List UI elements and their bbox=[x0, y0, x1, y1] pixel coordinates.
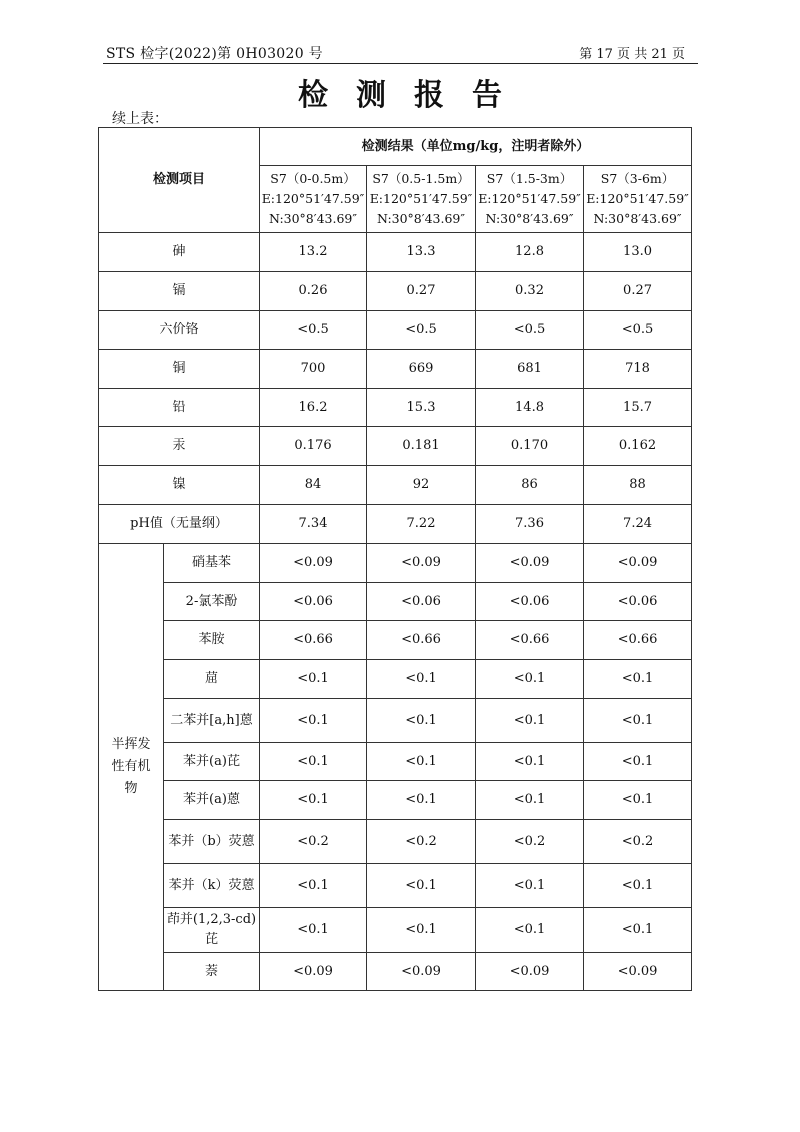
table-row bbox=[99, 544, 692, 583]
value-cell: <0.1 bbox=[476, 743, 584, 781]
value-cell: 0.26 bbox=[260, 272, 367, 311]
table-header-row bbox=[99, 128, 692, 166]
value-cell: <0.66 bbox=[367, 621, 476, 660]
item-name: 六价铬 bbox=[99, 311, 260, 350]
sample-north: N:30°8′43.69″ bbox=[268, 211, 358, 226]
value-cell: <0.1 bbox=[367, 699, 476, 743]
value-cell: <0.09 bbox=[260, 953, 367, 991]
value-cell: <0.1 bbox=[260, 699, 367, 743]
value-cell: <0.09 bbox=[367, 544, 476, 583]
table-row bbox=[99, 621, 692, 660]
value-cell: <0.1 bbox=[260, 743, 367, 781]
value-cell: <0.06 bbox=[367, 583, 476, 621]
item-name: 镍 bbox=[99, 466, 260, 505]
svoc-group-label bbox=[99, 544, 164, 991]
value-cell: <0.09 bbox=[584, 953, 692, 991]
sample-header bbox=[367, 166, 476, 233]
value-cell: 16.2 bbox=[260, 389, 367, 427]
value-cell: <0.06 bbox=[584, 583, 692, 621]
sample-header bbox=[260, 166, 367, 233]
table-row bbox=[99, 699, 692, 743]
value-cell: 7.34 bbox=[260, 505, 367, 544]
item-header: 检测项目 bbox=[99, 128, 260, 233]
value-cell: <0.09 bbox=[260, 544, 367, 583]
result-header: 检测结果（单位mg/kg，注明者除外） bbox=[260, 128, 692, 166]
report-title: 检测报告 bbox=[298, 78, 530, 113]
table-row bbox=[99, 908, 692, 953]
value-cell: <0.1 bbox=[584, 660, 692, 699]
value-cell: <0.5 bbox=[584, 311, 692, 350]
value-cell: <0.1 bbox=[584, 743, 692, 781]
value-cell: <0.1 bbox=[367, 908, 476, 953]
value-cell: 92 bbox=[367, 466, 476, 505]
value-cell: <0.1 bbox=[476, 781, 584, 820]
value-cell: <0.1 bbox=[260, 908, 367, 953]
sample-depth: S7（0.5-1.5m） bbox=[372, 171, 470, 186]
value-cell: 12.8 bbox=[476, 233, 584, 272]
value-cell: <0.66 bbox=[476, 621, 584, 660]
table-row bbox=[99, 781, 692, 820]
table-row bbox=[99, 743, 692, 781]
sample-east: E:120°51′47.59″ bbox=[478, 191, 581, 206]
item-name: 2-氯苯酚 bbox=[164, 583, 260, 621]
item-name: 铅 bbox=[99, 389, 260, 427]
value-cell: <0.1 bbox=[584, 699, 692, 743]
table-row bbox=[99, 272, 692, 311]
table-row bbox=[99, 583, 692, 621]
item-name: 苯并（k）荧蒽 bbox=[164, 864, 260, 908]
value-cell: 700 bbox=[260, 350, 367, 389]
item-name: 茚并(1,2,3-cd)芘 bbox=[164, 908, 260, 953]
table-row bbox=[99, 864, 692, 908]
value-cell: <0.1 bbox=[260, 660, 367, 699]
value-cell: <0.1 bbox=[584, 781, 692, 820]
value-cell: 7.22 bbox=[367, 505, 476, 544]
value-cell: <0.1 bbox=[367, 781, 476, 820]
value-cell: <0.09 bbox=[584, 544, 692, 583]
value-cell: 15.7 bbox=[584, 389, 692, 427]
value-cell: <0.2 bbox=[584, 820, 692, 864]
item-name: 二苯并[a,h]蒽 bbox=[164, 699, 260, 743]
value-cell: <0.5 bbox=[476, 311, 584, 350]
value-cell: <0.2 bbox=[367, 820, 476, 864]
value-cell: 15.3 bbox=[367, 389, 476, 427]
value-cell: <0.1 bbox=[476, 699, 584, 743]
value-cell: <0.1 bbox=[584, 864, 692, 908]
table-row bbox=[99, 820, 692, 864]
item-name: 苯并(a)蒽 bbox=[164, 781, 260, 820]
table-row bbox=[99, 660, 692, 699]
table-row bbox=[99, 953, 692, 991]
svoc-group-text: 半挥发性有机物 bbox=[111, 737, 151, 796]
item-name: 硝基苯 bbox=[164, 544, 260, 583]
value-cell: <0.66 bbox=[260, 621, 367, 660]
value-cell: <0.1 bbox=[367, 864, 476, 908]
value-cell: 718 bbox=[584, 350, 692, 389]
value-cell: <0.66 bbox=[584, 621, 692, 660]
value-cell: <0.5 bbox=[260, 311, 367, 350]
item-name: 苯并（b）荧蒽 bbox=[164, 820, 260, 864]
value-cell: <0.2 bbox=[476, 820, 584, 864]
results-table bbox=[98, 127, 692, 991]
value-cell: 681 bbox=[476, 350, 584, 389]
table-row bbox=[99, 505, 692, 544]
sample-east: E:120°51′47.59″ bbox=[261, 191, 365, 206]
value-cell: <0.09 bbox=[367, 953, 476, 991]
value-cell: <0.09 bbox=[476, 953, 584, 991]
sample-north: N:30°8′43.69″ bbox=[376, 211, 466, 226]
sample-depth: S7（3-6m） bbox=[600, 171, 675, 186]
value-cell: 13.2 bbox=[260, 233, 367, 272]
value-cell: 0.181 bbox=[367, 427, 476, 466]
table-row bbox=[99, 350, 692, 389]
sample-east: E:120°51′47.59″ bbox=[369, 191, 473, 206]
value-cell: <0.06 bbox=[260, 583, 367, 621]
value-cell: <0.2 bbox=[260, 820, 367, 864]
value-cell: 13.0 bbox=[584, 233, 692, 272]
value-cell: <0.1 bbox=[367, 743, 476, 781]
value-cell: 7.36 bbox=[476, 505, 584, 544]
item-name: 苯并(a)芘 bbox=[164, 743, 260, 781]
item-name: 苯胺 bbox=[164, 621, 260, 660]
value-cell: <0.5 bbox=[367, 311, 476, 350]
page-indicator: 第 17 页 共 21 页 bbox=[579, 47, 685, 62]
value-cell: 86 bbox=[476, 466, 584, 505]
sample-header bbox=[476, 166, 584, 233]
sample-north: N:30°8′43.69″ bbox=[593, 211, 682, 226]
item-name: 萘 bbox=[164, 953, 260, 991]
continued-label: 续上表： bbox=[112, 111, 168, 127]
item-name: 镉 bbox=[99, 272, 260, 311]
item-name: 砷 bbox=[99, 233, 260, 272]
value-cell: 13.3 bbox=[367, 233, 476, 272]
value-cell: 0.27 bbox=[367, 272, 476, 311]
value-cell: <0.1 bbox=[367, 660, 476, 699]
value-cell: 0.176 bbox=[260, 427, 367, 466]
value-cell: <0.06 bbox=[476, 583, 584, 621]
item-name: 汞 bbox=[99, 427, 260, 466]
value-cell: <0.1 bbox=[476, 864, 584, 908]
sample-north: N:30°8′43.69″ bbox=[485, 211, 574, 226]
item-name: pH值（无量纲） bbox=[99, 505, 260, 544]
sample-depth: S7（0-0.5m） bbox=[270, 171, 356, 186]
table-row bbox=[99, 466, 692, 505]
table-row bbox=[99, 233, 692, 272]
value-cell: <0.1 bbox=[260, 781, 367, 820]
value-cell: 14.8 bbox=[476, 389, 584, 427]
value-cell: 669 bbox=[367, 350, 476, 389]
sample-header bbox=[584, 166, 692, 233]
header-divider bbox=[103, 63, 698, 64]
value-cell: <0.1 bbox=[260, 864, 367, 908]
item-name: 䓛 bbox=[164, 660, 260, 699]
value-cell: <0.1 bbox=[476, 660, 584, 699]
value-cell: 7.24 bbox=[584, 505, 692, 544]
value-cell: 0.162 bbox=[584, 427, 692, 466]
value-cell: 84 bbox=[260, 466, 367, 505]
value-cell: 88 bbox=[584, 466, 692, 505]
sample-depth: S7（1.5-3m） bbox=[486, 171, 573, 186]
report-number: STS 检字(2022)第 0H03020 号 bbox=[106, 46, 323, 62]
value-cell: 0.170 bbox=[476, 427, 584, 466]
value-cell: <0.1 bbox=[476, 908, 584, 953]
item-name: 铜 bbox=[99, 350, 260, 389]
table-row bbox=[99, 389, 692, 427]
table-row bbox=[99, 427, 692, 466]
table-row bbox=[99, 311, 692, 350]
value-cell: 0.27 bbox=[584, 272, 692, 311]
value-cell: <0.09 bbox=[476, 544, 584, 583]
sample-east: E:120°51′47.59″ bbox=[586, 191, 689, 206]
value-cell: 0.32 bbox=[476, 272, 584, 311]
value-cell: <0.1 bbox=[584, 908, 692, 953]
